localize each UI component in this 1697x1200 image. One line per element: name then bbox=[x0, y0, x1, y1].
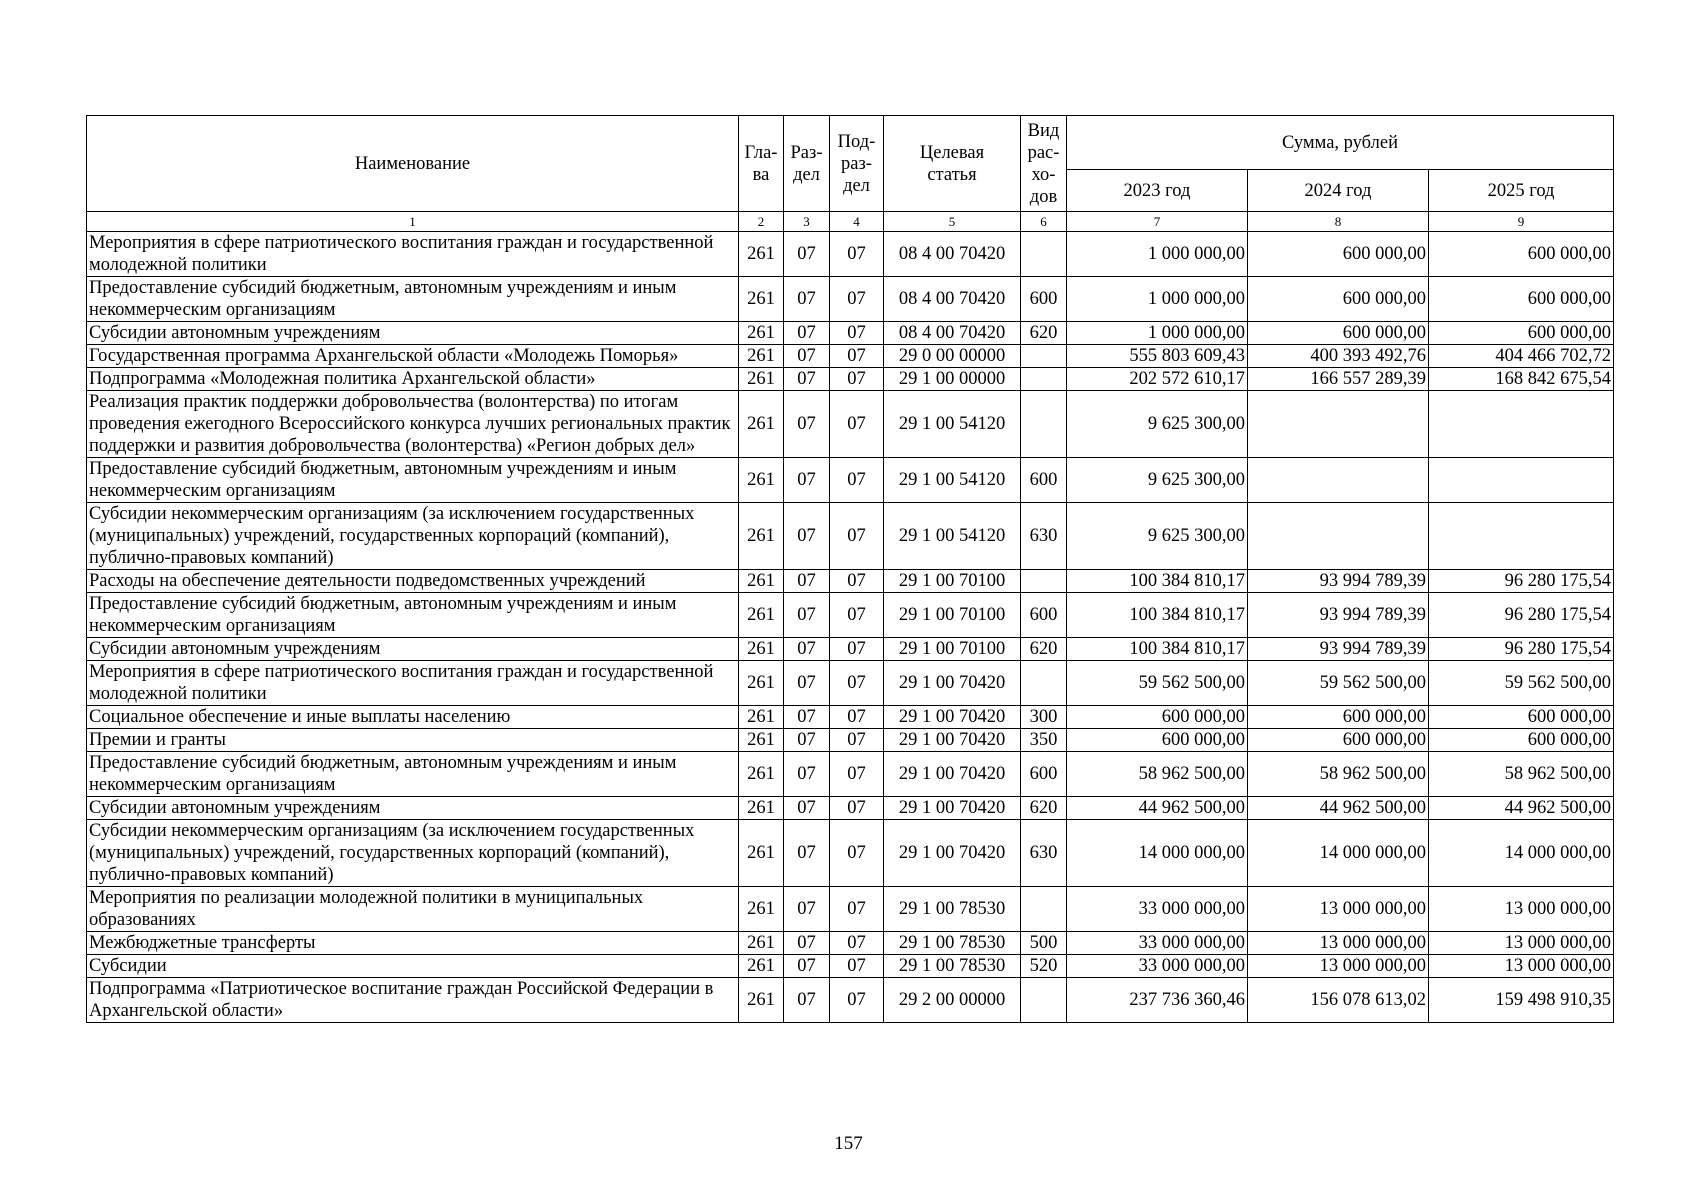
cell-expense-type: 500 bbox=[1021, 932, 1067, 955]
header-year-2025: 2025 год bbox=[1429, 170, 1614, 212]
budget-table bbox=[86, 115, 1614, 1023]
cell-amount-2025: 58 962 500,00 bbox=[1429, 752, 1614, 797]
cell-amount-2023: 33 000 000,00 bbox=[1067, 955, 1248, 978]
cell-amount-2023: 237 736 360,46 bbox=[1067, 978, 1248, 1023]
cell-target-article: 08 4 00 70420 bbox=[884, 232, 1021, 277]
cell-target-article: 29 1 00 78530 bbox=[884, 932, 1021, 955]
cell-razdel: 07 bbox=[784, 277, 830, 322]
cell-amount-2023: 1 000 000,00 bbox=[1067, 277, 1248, 322]
cell-amount-2023: 1 000 000,00 bbox=[1067, 232, 1248, 277]
header-tselevaya bbox=[884, 116, 1021, 212]
cell-podrazdel: 07 bbox=[830, 797, 884, 820]
cell-expense-type bbox=[1021, 570, 1067, 593]
cell-amount-2025: 44 962 500,00 bbox=[1429, 797, 1614, 820]
cell-glava: 261 bbox=[739, 820, 784, 887]
cell-podrazdel: 07 bbox=[830, 345, 884, 368]
cell-glava: 261 bbox=[739, 277, 784, 322]
cell-amount-2025: 404 466 702,72 bbox=[1429, 345, 1614, 368]
cell-amount-2025: 13 000 000,00 bbox=[1429, 932, 1614, 955]
header-name: Наименование bbox=[87, 116, 739, 212]
cell-amount-2023: 202 572 610,17 bbox=[1067, 368, 1248, 391]
cell-amount-2025: 96 280 175,54 bbox=[1429, 638, 1614, 661]
cell-amount-2023: 555 803 609,43 bbox=[1067, 345, 1248, 368]
cell-amount-2024: 166 557 289,39 bbox=[1248, 368, 1429, 391]
header-vid bbox=[1021, 116, 1067, 212]
cell-razdel: 07 bbox=[784, 232, 830, 277]
col-number: 2 bbox=[739, 212, 784, 232]
header-tselevaya-label: Целевая статья bbox=[919, 142, 985, 185]
cell-podrazdel: 07 bbox=[830, 593, 884, 638]
cell-amount-2024: 13 000 000,00 bbox=[1248, 955, 1429, 978]
cell-expense-type: 620 bbox=[1021, 797, 1067, 820]
cell-amount-2024: 600 000,00 bbox=[1248, 277, 1429, 322]
table-row bbox=[87, 978, 1614, 1023]
cell-expense-type: 630 bbox=[1021, 820, 1067, 887]
cell-podrazdel: 07 bbox=[830, 368, 884, 391]
cell-name: Реализация практик поддержки добровольчества (волонтерства) по итогам проведения ежегодного Всероссийского конкурса лучших региональных практик поддержки и развития добровольчества (волонтерства) «Регион добрых дел» bbox=[87, 391, 739, 458]
cell-amount-2025: 96 280 175,54 bbox=[1429, 593, 1614, 638]
cell-amount-2023: 600 000,00 bbox=[1067, 706, 1248, 729]
cell-amount-2023: 33 000 000,00 bbox=[1067, 887, 1248, 932]
table-row bbox=[87, 955, 1614, 978]
header-razdel-label: Раз- дел bbox=[790, 142, 823, 185]
cell-expense-type: 600 bbox=[1021, 752, 1067, 797]
cell-glava: 261 bbox=[739, 345, 784, 368]
cell-name: Предоставление субсидий бюджетным, автономным учреждениям и иным некоммерческим организациям bbox=[87, 458, 739, 503]
table-row bbox=[87, 458, 1614, 503]
cell-expense-type bbox=[1021, 661, 1067, 706]
cell-expense-type: 620 bbox=[1021, 638, 1067, 661]
cell-name: Расходы на обеспечение деятельности подведомственных учреждений bbox=[87, 570, 739, 593]
cell-amount-2025: 159 498 910,35 bbox=[1429, 978, 1614, 1023]
cell-amount-2025: 600 000,00 bbox=[1429, 322, 1614, 345]
cell-glava: 261 bbox=[739, 752, 784, 797]
cell-amount-2024: 600 000,00 bbox=[1248, 729, 1429, 752]
cell-name: Субсидии автономным учреждениям bbox=[87, 638, 739, 661]
cell-amount-2023: 1 000 000,00 bbox=[1067, 322, 1248, 345]
cell-target-article: 29 1 00 70420 bbox=[884, 820, 1021, 887]
cell-razdel: 07 bbox=[784, 391, 830, 458]
cell-glava: 261 bbox=[739, 706, 784, 729]
cell-expense-type bbox=[1021, 391, 1067, 458]
cell-glava: 261 bbox=[739, 978, 784, 1023]
cell-amount-2023: 9 625 300,00 bbox=[1067, 458, 1248, 503]
table-row bbox=[87, 638, 1614, 661]
cell-podrazdel: 07 bbox=[830, 458, 884, 503]
cell-expense-type bbox=[1021, 978, 1067, 1023]
cell-amount-2025: 96 280 175,54 bbox=[1429, 570, 1614, 593]
cell-razdel: 07 bbox=[784, 752, 830, 797]
col-number: 7 bbox=[1067, 212, 1248, 232]
cell-podrazdel: 07 bbox=[830, 322, 884, 345]
cell-amount-2024: 400 393 492,76 bbox=[1248, 345, 1429, 368]
cell-name: Премии и гранты bbox=[87, 729, 739, 752]
cell-expense-type: 630 bbox=[1021, 503, 1067, 570]
col-number: 8 bbox=[1248, 212, 1429, 232]
cell-target-article: 29 1 00 78530 bbox=[884, 887, 1021, 932]
cell-target-article: 29 1 00 70420 bbox=[884, 706, 1021, 729]
cell-target-article: 29 1 00 70420 bbox=[884, 729, 1021, 752]
cell-amount-2024: 13 000 000,00 bbox=[1248, 887, 1429, 932]
cell-podrazdel: 07 bbox=[830, 391, 884, 458]
cell-podrazdel: 07 bbox=[830, 752, 884, 797]
cell-amount-2025 bbox=[1429, 503, 1614, 570]
cell-name: Социальное обеспечение и иные выплаты населению bbox=[87, 706, 739, 729]
cell-name: Предоставление субсидий бюджетным, автономным учреждениям и иным некоммерческим организациям bbox=[87, 593, 739, 638]
cell-glava: 261 bbox=[739, 391, 784, 458]
cell-razdel: 07 bbox=[784, 932, 830, 955]
cell-razdel: 07 bbox=[784, 570, 830, 593]
cell-name: Мероприятия в сфере патриотического воспитания граждан и государственной молодежной политики bbox=[87, 232, 739, 277]
cell-glava: 261 bbox=[739, 932, 784, 955]
cell-razdel: 07 bbox=[784, 503, 830, 570]
cell-target-article: 29 1 00 00000 bbox=[884, 368, 1021, 391]
cell-target-article: 29 1 00 70420 bbox=[884, 661, 1021, 706]
col-number: 9 bbox=[1429, 212, 1614, 232]
cell-amount-2023: 600 000,00 bbox=[1067, 729, 1248, 752]
cell-podrazdel: 07 bbox=[830, 232, 884, 277]
cell-amount-2024: 58 962 500,00 bbox=[1248, 752, 1429, 797]
cell-expense-type: 600 bbox=[1021, 458, 1067, 503]
cell-amount-2024: 14 000 000,00 bbox=[1248, 820, 1429, 887]
cell-podrazdel: 07 bbox=[830, 887, 884, 932]
cell-expense-type: 600 bbox=[1021, 593, 1067, 638]
cell-amount-2023: 59 562 500,00 bbox=[1067, 661, 1248, 706]
page-number: 157 bbox=[834, 1133, 863, 1154]
cell-amount-2024: 600 000,00 bbox=[1248, 706, 1429, 729]
cell-name: Субсидии bbox=[87, 955, 739, 978]
cell-name: Подпрограмма «Молодежная политика Архангельской области» bbox=[87, 368, 739, 391]
table-row bbox=[87, 570, 1614, 593]
cell-target-article: 29 0 00 00000 bbox=[884, 345, 1021, 368]
cell-glava: 261 bbox=[739, 322, 784, 345]
cell-razdel: 07 bbox=[784, 593, 830, 638]
table-row bbox=[87, 593, 1614, 638]
table-row bbox=[87, 797, 1614, 820]
cell-amount-2025 bbox=[1429, 458, 1614, 503]
cell-podrazdel: 07 bbox=[830, 661, 884, 706]
cell-target-article: 29 1 00 54120 bbox=[884, 458, 1021, 503]
col-number: 6 bbox=[1021, 212, 1067, 232]
cell-amount-2023: 58 962 500,00 bbox=[1067, 752, 1248, 797]
cell-target-article: 08 4 00 70420 bbox=[884, 322, 1021, 345]
cell-name: Мероприятия по реализации молодежной политики в муниципальных образованиях bbox=[87, 887, 739, 932]
cell-expense-type: 620 bbox=[1021, 322, 1067, 345]
cell-razdel: 07 bbox=[784, 955, 830, 978]
cell-razdel: 07 bbox=[784, 706, 830, 729]
header-glava-label: Гла- ва bbox=[744, 142, 778, 185]
column-number-row bbox=[87, 212, 1614, 232]
cell-target-article: 29 1 00 70420 bbox=[884, 797, 1021, 820]
col-number: 3 bbox=[784, 212, 830, 232]
cell-razdel: 07 bbox=[784, 797, 830, 820]
cell-razdel: 07 bbox=[784, 638, 830, 661]
cell-expense-type: 520 bbox=[1021, 955, 1067, 978]
cell-amount-2024: 93 994 789,39 bbox=[1248, 570, 1429, 593]
cell-target-article: 29 1 00 70420 bbox=[884, 752, 1021, 797]
cell-expense-type bbox=[1021, 345, 1067, 368]
table-row bbox=[87, 752, 1614, 797]
cell-amount-2025: 59 562 500,00 bbox=[1429, 661, 1614, 706]
table-row bbox=[87, 661, 1614, 706]
header-year-2023: 2023 год bbox=[1067, 170, 1248, 212]
cell-target-article: 08 4 00 70420 bbox=[884, 277, 1021, 322]
cell-razdel: 07 bbox=[784, 820, 830, 887]
table-row bbox=[87, 932, 1614, 955]
cell-amount-2025 bbox=[1429, 391, 1614, 458]
cell-podrazdel: 07 bbox=[830, 932, 884, 955]
cell-amount-2024 bbox=[1248, 458, 1429, 503]
cell-amount-2023: 100 384 810,17 bbox=[1067, 638, 1248, 661]
table-row bbox=[87, 503, 1614, 570]
col-number: 4 bbox=[830, 212, 884, 232]
cell-name: Подпрограмма «Патриотическое воспитание граждан Российской Федерации в Архангельской области» bbox=[87, 978, 739, 1023]
table-row bbox=[87, 322, 1614, 345]
cell-podrazdel: 07 bbox=[830, 277, 884, 322]
cell-target-article: 29 1 00 70100 bbox=[884, 593, 1021, 638]
cell-amount-2024: 156 078 613,02 bbox=[1248, 978, 1429, 1023]
header-vid-label: Вид рас- хо- дов bbox=[1027, 120, 1060, 207]
table-row bbox=[87, 706, 1614, 729]
table-row bbox=[87, 820, 1614, 887]
cell-amount-2025: 600 000,00 bbox=[1429, 277, 1614, 322]
cell-amount-2024: 44 962 500,00 bbox=[1248, 797, 1429, 820]
cell-target-article: 29 1 00 54120 bbox=[884, 503, 1021, 570]
cell-target-article: 29 1 00 54120 bbox=[884, 391, 1021, 458]
cell-amount-2025: 13 000 000,00 bbox=[1429, 887, 1614, 932]
table-row bbox=[87, 345, 1614, 368]
cell-amount-2025: 600 000,00 bbox=[1429, 729, 1614, 752]
cell-name: Государственная программа Архангельской области «Молодежь Поморья» bbox=[87, 345, 739, 368]
cell-glava: 261 bbox=[739, 887, 784, 932]
header-podrazdel-label: Под- раз- дел bbox=[837, 131, 876, 196]
cell-expense-type bbox=[1021, 368, 1067, 391]
cell-razdel: 07 bbox=[784, 887, 830, 932]
cell-glava: 261 bbox=[739, 797, 784, 820]
cell-glava: 261 bbox=[739, 503, 784, 570]
cell-name: Мероприятия в сфере патриотического воспитания граждан и государственной молодежной политики bbox=[87, 661, 739, 706]
cell-razdel: 07 bbox=[784, 729, 830, 752]
cell-expense-type bbox=[1021, 232, 1067, 277]
cell-razdel: 07 bbox=[784, 322, 830, 345]
cell-razdel: 07 bbox=[784, 345, 830, 368]
cell-amount-2025: 14 000 000,00 bbox=[1429, 820, 1614, 887]
cell-amount-2024: 59 562 500,00 bbox=[1248, 661, 1429, 706]
cell-amount-2025: 600 000,00 bbox=[1429, 232, 1614, 277]
header-summa: Сумма, рублей bbox=[1067, 116, 1614, 170]
cell-amount-2023: 9 625 300,00 bbox=[1067, 391, 1248, 458]
cell-glava: 261 bbox=[739, 593, 784, 638]
cell-glava: 261 bbox=[739, 368, 784, 391]
cell-amount-2024: 93 994 789,39 bbox=[1248, 593, 1429, 638]
cell-target-article: 29 1 00 70100 bbox=[884, 570, 1021, 593]
cell-target-article: 29 2 00 00000 bbox=[884, 978, 1021, 1023]
cell-name: Субсидии автономным учреждениям bbox=[87, 322, 739, 345]
cell-razdel: 07 bbox=[784, 978, 830, 1023]
cell-amount-2023: 33 000 000,00 bbox=[1067, 932, 1248, 955]
cell-amount-2025: 600 000,00 bbox=[1429, 706, 1614, 729]
cell-podrazdel: 07 bbox=[830, 638, 884, 661]
cell-glava: 261 bbox=[739, 955, 784, 978]
cell-podrazdel: 07 bbox=[830, 978, 884, 1023]
cell-amount-2024: 600 000,00 bbox=[1248, 232, 1429, 277]
table-row bbox=[87, 887, 1614, 932]
cell-name: Межбюджетные трансферты bbox=[87, 932, 739, 955]
cell-name: Субсидии некоммерческим организациям (за исключением государственных (муниципальных) учреждений, государственных корпораций (компаний), публично-правовых компаний) bbox=[87, 503, 739, 570]
cell-name: Предоставление субсидий бюджетным, автономным учреждениям и иным некоммерческим организациям bbox=[87, 277, 739, 322]
cell-expense-type: 600 bbox=[1021, 277, 1067, 322]
col-number: 1 bbox=[87, 212, 739, 232]
cell-target-article: 29 1 00 78530 bbox=[884, 955, 1021, 978]
cell-amount-2023: 9 625 300,00 bbox=[1067, 503, 1248, 570]
cell-amount-2024: 13 000 000,00 bbox=[1248, 932, 1429, 955]
table-row bbox=[87, 277, 1614, 322]
cell-amount-2024 bbox=[1248, 391, 1429, 458]
header-glava bbox=[739, 116, 784, 212]
cell-amount-2023: 100 384 810,17 bbox=[1067, 593, 1248, 638]
cell-podrazdel: 07 bbox=[830, 729, 884, 752]
cell-podrazdel: 07 bbox=[830, 503, 884, 570]
cell-glava: 261 bbox=[739, 458, 784, 503]
cell-glava: 261 bbox=[739, 729, 784, 752]
cell-podrazdel: 07 bbox=[830, 955, 884, 978]
cell-expense-type: 300 bbox=[1021, 706, 1067, 729]
cell-amount-2023: 44 962 500,00 bbox=[1067, 797, 1248, 820]
cell-expense-type: 350 bbox=[1021, 729, 1067, 752]
cell-amount-2024 bbox=[1248, 503, 1429, 570]
header-year-2024: 2024 год bbox=[1248, 170, 1429, 212]
table-row bbox=[87, 368, 1614, 391]
header-razdel bbox=[784, 116, 830, 212]
cell-target-article: 29 1 00 70100 bbox=[884, 638, 1021, 661]
cell-razdel: 07 bbox=[784, 368, 830, 391]
cell-amount-2024: 93 994 789,39 bbox=[1248, 638, 1429, 661]
cell-amount-2023: 100 384 810,17 bbox=[1067, 570, 1248, 593]
table-row bbox=[87, 729, 1614, 752]
table-row bbox=[87, 391, 1614, 458]
cell-glava: 261 bbox=[739, 232, 784, 277]
cell-amount-2024: 600 000,00 bbox=[1248, 322, 1429, 345]
cell-glava: 261 bbox=[739, 661, 784, 706]
cell-name: Субсидии некоммерческим организациям (за исключением государственных (муниципальных) учреждений, государственных корпораций (компаний), публично-правовых компаний) bbox=[87, 820, 739, 887]
cell-amount-2025: 13 000 000,00 bbox=[1429, 955, 1614, 978]
cell-expense-type bbox=[1021, 887, 1067, 932]
cell-glava: 261 bbox=[739, 638, 784, 661]
cell-razdel: 07 bbox=[784, 661, 830, 706]
table-row bbox=[87, 232, 1614, 277]
col-number: 5 bbox=[884, 212, 1021, 232]
table-body bbox=[87, 232, 1614, 1023]
cell-name: Субсидии автономным учреждениям bbox=[87, 797, 739, 820]
cell-podrazdel: 07 bbox=[830, 570, 884, 593]
cell-podrazdel: 07 bbox=[830, 706, 884, 729]
cell-razdel: 07 bbox=[784, 458, 830, 503]
cell-glava: 261 bbox=[739, 570, 784, 593]
header-podrazdel bbox=[830, 116, 884, 212]
cell-podrazdel: 07 bbox=[830, 820, 884, 887]
cell-name: Предоставление субсидий бюджетным, автономным учреждениям и иным некоммерческим организациям bbox=[87, 752, 739, 797]
cell-amount-2025: 168 842 675,54 bbox=[1429, 368, 1614, 391]
cell-amount-2023: 14 000 000,00 bbox=[1067, 820, 1248, 887]
